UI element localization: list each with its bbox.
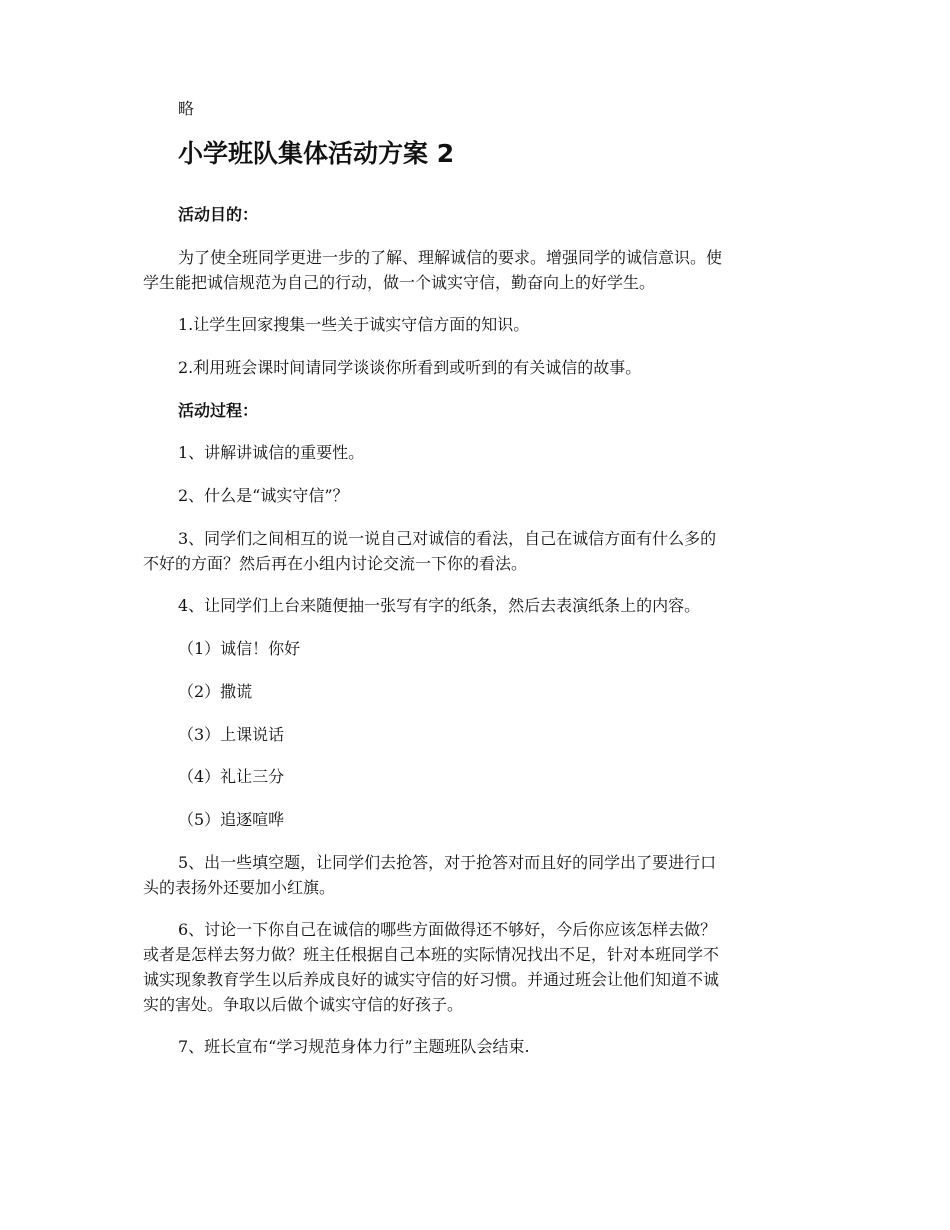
sub-item-1: （1）诚信！你好 (178, 639, 301, 658)
step-6-line-4: 实的害处。争取以后做个诚实守信的好孩子。 (143, 995, 464, 1014)
goal-paragraph-line-1: 为了使全班同学更进一步的了解、理解诚信的要求。增强同学的诚信意识。使 (178, 248, 723, 267)
step-5-line-1: 5、出一些填空题，让同学们去抢答，对于抢答对而且好的同学出了要进行口 (178, 853, 717, 872)
goal-paragraph-line-2: 学生能把诚信规范为自己的行动，做一个诚实守信，勤奋向上的好学生。 (143, 273, 656, 292)
step-4: 4、让同学们上台来随便抽一张写有字的纸条，然后去表演纸条上的内容。 (178, 596, 701, 615)
page-title: 小学班队集体活动方案 2 (178, 139, 455, 168)
process-heading: 活动过程： (178, 401, 259, 420)
step-5-line-2: 头的表扬外还要加小红旗。 (143, 878, 336, 897)
step-7: 7、班长宣布“学习规范身体力行”主题班队会结束. (178, 1037, 530, 1056)
sub-item-3: （3）上课说话 (178, 725, 285, 744)
sub-item-2: （2）撒谎 (178, 682, 253, 701)
step-3-line-1: 3、同学们之间相互的说一说自己对诚信的看法，自己在诚信方面有什么多的 (178, 529, 717, 548)
step-3-line-2: 不好的方面？然后再在小组内讨论交流一下你的看法。 (143, 554, 528, 573)
goal-heading: 活动目的： (178, 205, 259, 224)
sub-item-5: （5）追逐喧哗 (178, 810, 285, 829)
step-2: 2、什么是“诚实守信”？ (178, 486, 349, 505)
prep-item-1: 1.让学生回家搜集一些关于诚实守信方面的知识。 (178, 315, 530, 334)
step-6-line-2: 或者是怎样去努力做？班主任根据自己本班的实际情况找出不足，针对本班同学不 (143, 945, 720, 964)
step-1: 1、讲解讲诚信的重要性。 (178, 443, 365, 462)
prep-item-2: 2.利用班会课时间请同学谈谈你所看到或听到的有关诚信的故事。 (178, 358, 642, 377)
step-6-line-1: 6、讨论一下你自己在诚信的哪些方面做得还不够好，今后你应该怎样去做？ (178, 920, 717, 939)
step-6-line-3: 诚实现象教育学生以后养成良好的诚实守信的好习惯。并通过班会让他们知道不诚 (143, 970, 720, 989)
intro-text: 略 (178, 99, 195, 118)
sub-item-4: （4）礼让三分 (178, 767, 285, 786)
